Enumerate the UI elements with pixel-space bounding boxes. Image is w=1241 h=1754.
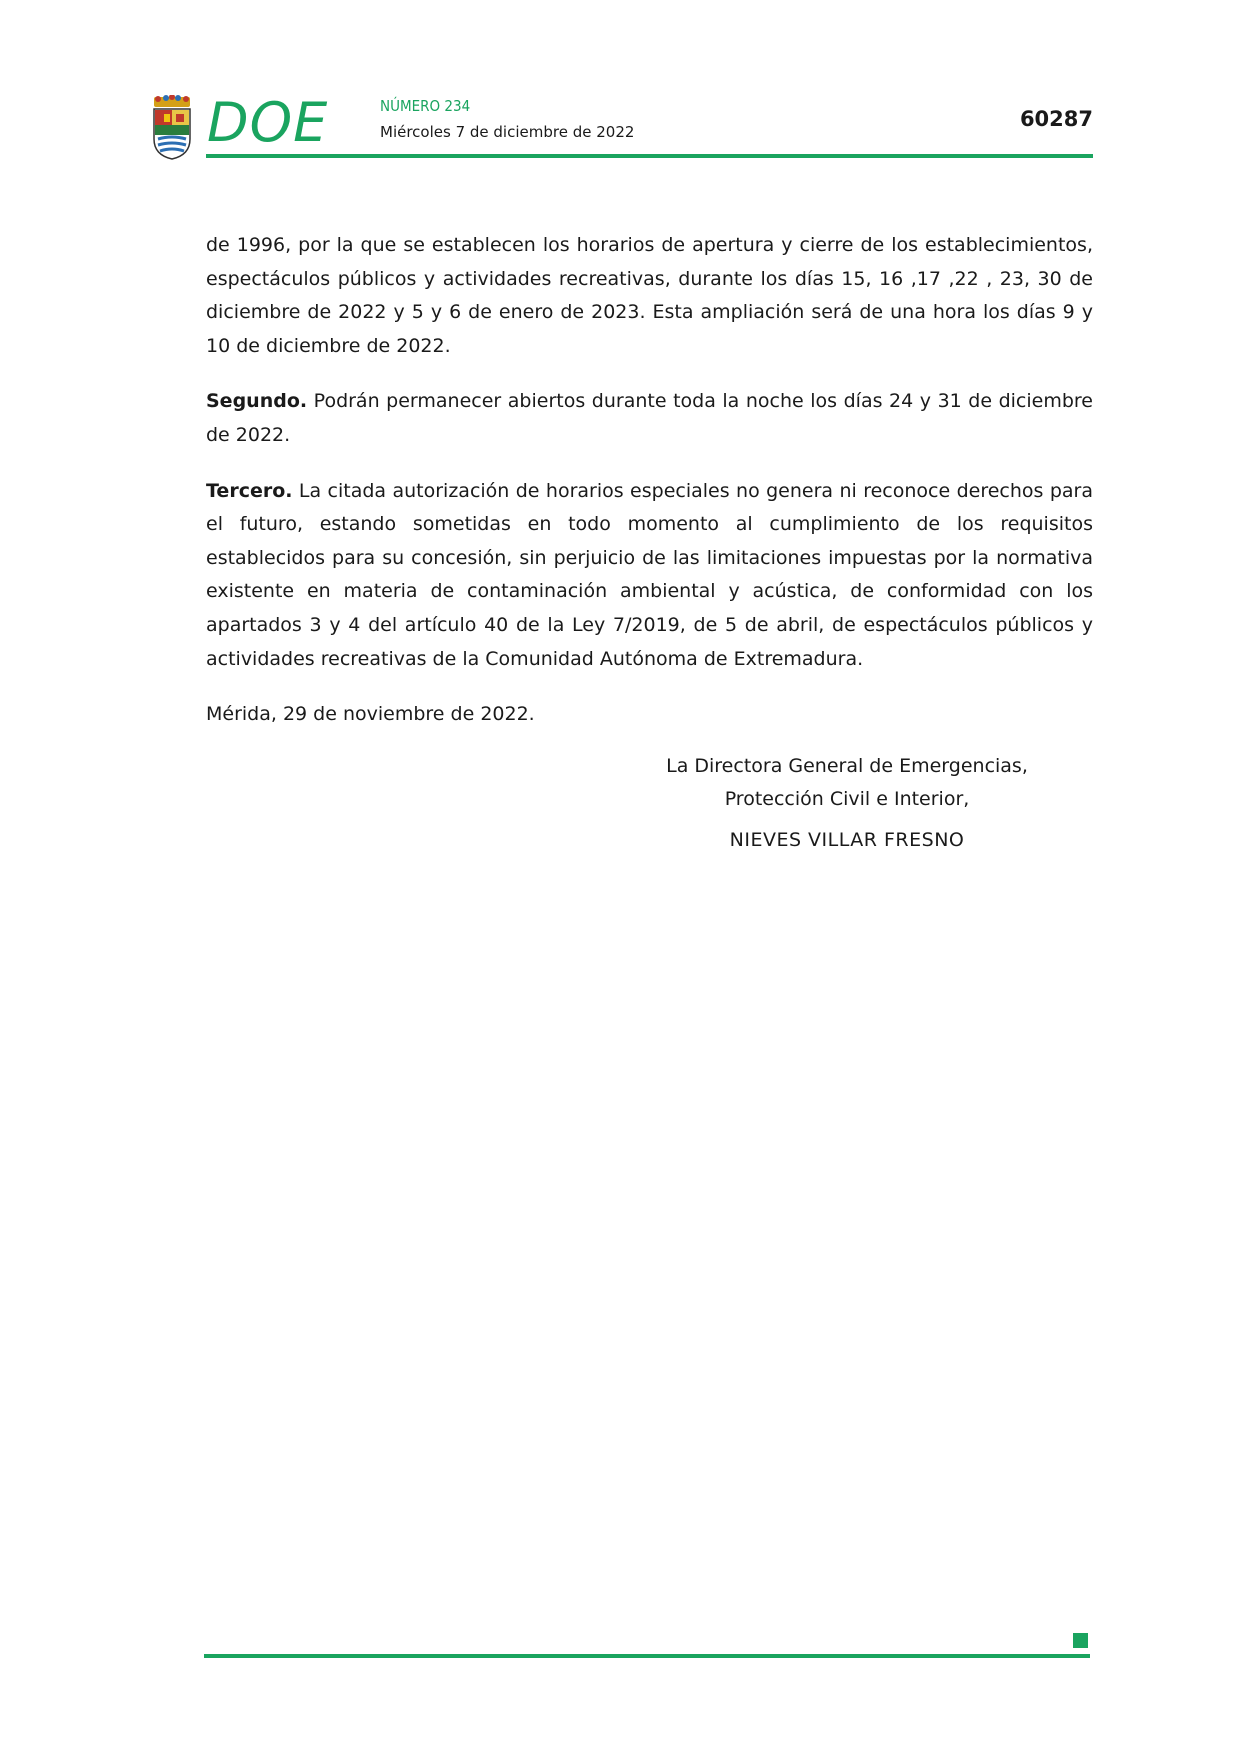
coat-of-arms-icon [150,95,194,161]
paragraph-text-segundo: Podrán permanecer abiertos durante toda la noche los días 24 y 31 de diciembre de 2022. [206,390,1093,446]
footer-rule [204,1654,1090,1658]
doe-logo: DOE [207,91,329,154]
end-of-page-marker [1073,1633,1088,1648]
paragraph-continuation: de 1996, por la que se establecen los horarios de apertura y cierre de los establecimientos, espectáculos públicos y actividades recreativas, durante los días 15, 16 ,17 ,22 , 23, 30 de diciembre de 2022 y 5 y 6 de enero de 2023. Esta ampliación será de una hora los días 9 y 10 de diciembre de 2022. [206,234,1093,357]
paragraph-tercero [206,475,1093,677]
place-and-date: Mérida, 29 de noviembre de 2022. [206,703,535,726]
paragraph-text-tercero: La citada autorización de horarios especiales no genera ni reconoce derechos para el futuro, estando sometidas en todo momento al cumplimiento de los requisitos establecidos para su concesión, sin perjuicio de las limitaciones impuestas por la normativa existente en materia de contaminación ambiental y acústica, de conformidad con los apartados 3 y 4 del artículo 40 de la Ley 7/2019, de 5 de abril, de espectáculos públicos y actividades recreativas de la Comunidad Autónoma de Extremadura. [206,479,1093,670]
page-number: 60287 [1019,107,1093,131]
signatory-role-line2: Protección Civil e Interior, [724,788,970,810]
paragraph-label-segundo: Segundo. [206,390,308,413]
signatory-role-line1: La Directora General de Emergencias, [666,755,1028,777]
header-rule [206,154,1093,158]
issue-number: NÚMERO 234 [380,97,471,115]
page-header [150,91,1093,161]
signature-block [640,750,1054,857]
signatory-name: NIEVES VILLAR FRESNO [729,829,965,851]
issue-date: Miércoles 7 de diciembre de 2022 [380,123,635,141]
paragraph-segundo [206,385,1093,452]
document-body [206,229,1093,754]
paragraph-label-tercero: Tercero. [206,479,293,502]
